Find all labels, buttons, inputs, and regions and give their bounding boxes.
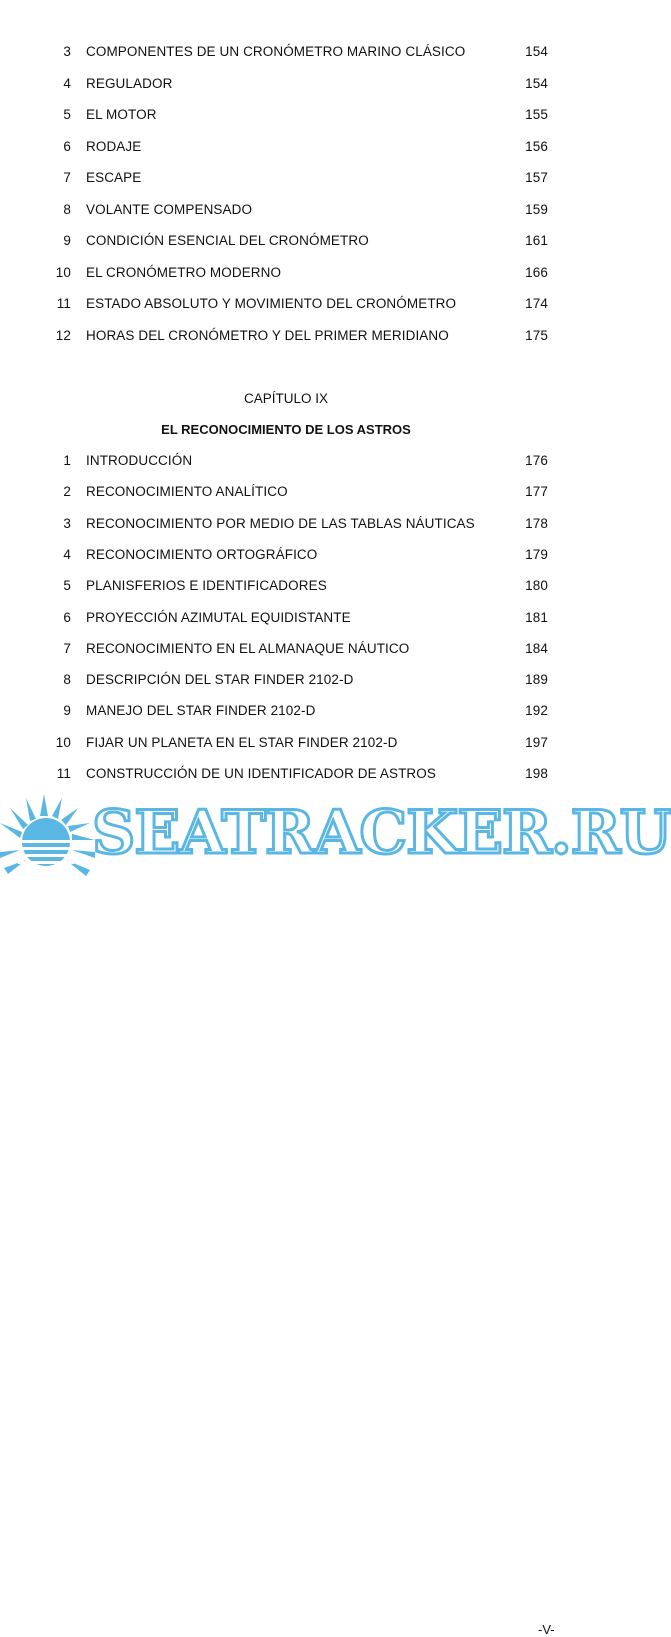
- toc-row-title: MANEJO DEL STAR FINDER 2102-D: [86, 703, 316, 719]
- toc-row-number: 6: [63, 609, 71, 625]
- toc-row: [0, 733, 600, 753]
- toc-row-title: RECONOCIMIENTO ANALÍTICO: [86, 484, 288, 500]
- toc-row-number: 4: [63, 75, 71, 91]
- toc-row-number: 7: [63, 640, 71, 656]
- toc-row-page: 180: [525, 578, 548, 594]
- toc-row: [0, 608, 600, 628]
- toc-row-title: RECONOCIMIENTO POR MEDIO DE LAS TABLAS NÁUTICAS: [86, 515, 475, 531]
- toc-row-title: FIJAR UN PLANETA EN EL STAR FINDER 2102-D: [86, 734, 398, 750]
- toc-row-page: 155: [525, 107, 548, 122]
- toc-row: [0, 701, 600, 721]
- toc-row-title: VOLANTE COMPENSADO: [86, 201, 253, 217]
- toc-row-number: 5: [63, 107, 71, 122]
- toc-row-title: RECONOCIMIENTO ORTOGRÁFICO: [86, 546, 318, 562]
- toc-row: [0, 231, 600, 251]
- toc-row-number: 10: [55, 264, 71, 280]
- toc-row: [0, 670, 600, 690]
- toc-row-page: 154: [525, 44, 548, 59]
- toc-row-number: 6: [63, 138, 71, 154]
- toc-row-page: 176: [525, 453, 548, 468]
- toc-row-number: 11: [56, 766, 71, 781]
- toc-row-number: 12: [55, 327, 71, 343]
- toc-row: [0, 639, 600, 659]
- toc-row: [0, 105, 600, 125]
- toc-row: [0, 576, 600, 596]
- toc-row-page: 184: [525, 640, 548, 656]
- chapter-title: EL RECONOCIMIENTO DE LOS ASTROS: [161, 422, 411, 437]
- toc-row: [0, 137, 600, 157]
- toc-row: [0, 200, 600, 220]
- toc-row-number: 5: [63, 578, 71, 594]
- toc-row: [0, 294, 600, 314]
- toc-row: [0, 74, 600, 94]
- toc-row-page: 192: [525, 703, 548, 719]
- chapter-label: CAPÍTULO IX: [243, 391, 329, 406]
- toc-row-number: 9: [63, 703, 71, 719]
- toc-row: [0, 42, 600, 62]
- toc-row-title: PLANISFERIOS E IDENTIFICADORES: [86, 578, 327, 594]
- toc-row-page: 161: [525, 233, 548, 248]
- toc-row-title: ESTADO ABSOLUTO Y MOVIMIENTO DEL CRONÓMETRO: [86, 296, 457, 311]
- toc-row-title: COMPONENTES DE UN CRONÓMETRO MARINO CLÁSICO: [86, 44, 466, 59]
- toc-row: [0, 451, 600, 471]
- toc-row: [0, 764, 600, 784]
- toc-row-title: RODAJE: [86, 138, 142, 154]
- toc-row: [0, 326, 600, 346]
- toc-row-title: CONSTRUCCIÓN DE UN IDENTIFICADOR DE ASTROS: [86, 766, 436, 781]
- toc-row-title: CONDICIÓN ESENCIAL DEL CRONÓMETRO: [86, 233, 369, 248]
- toc-row-title: DESCRIPCIÓN DEL STAR FINDER 2102-D: [86, 672, 354, 688]
- toc-row-number: 3: [63, 515, 71, 531]
- toc-row-title: INTRODUCCIÓN: [86, 453, 193, 468]
- toc-row-number: 10: [55, 734, 71, 750]
- toc-row-number: 8: [63, 201, 71, 217]
- toc-row-page: 181: [525, 609, 548, 625]
- toc-row-page: 159: [525, 201, 548, 217]
- toc-row-page: 154: [525, 75, 548, 91]
- toc-row-title: RECONOCIMIENTO EN EL ALMANAQUE NÁUTICO: [86, 640, 410, 656]
- toc-row-page: 157: [525, 170, 548, 185]
- toc-row-number: 1: [63, 453, 71, 468]
- toc-row-title: EL CRONÓMETRO MODERNO: [86, 264, 282, 280]
- toc-row-number: 2: [63, 484, 71, 500]
- toc-row-title: HORAS DEL CRONÓMETRO Y DEL PRIMER MERIDIANO: [86, 327, 449, 343]
- toc-row-number: 7: [63, 170, 71, 185]
- toc-row-title: REGULADOR: [86, 75, 173, 91]
- toc-row-page: 179: [525, 546, 548, 562]
- toc-row-number: 9: [63, 233, 71, 248]
- toc-row-number: 8: [63, 672, 71, 688]
- toc-row-number: 11: [56, 296, 71, 311]
- toc-row: [0, 514, 600, 534]
- toc-row-page: 198: [525, 766, 548, 781]
- toc-row-page: 166: [525, 264, 548, 280]
- toc-row-page: 189: [525, 672, 548, 688]
- toc-row-page: 197: [525, 734, 548, 750]
- toc-row-title: EL MOTOR: [86, 107, 157, 122]
- toc-row: [0, 545, 600, 565]
- toc-row-page: 177: [525, 484, 548, 500]
- toc-row-page: 175: [525, 327, 548, 343]
- toc-row: [0, 168, 600, 188]
- toc-row-title: ESCAPE: [86, 170, 142, 185]
- toc-row-page: 174: [525, 296, 548, 311]
- toc-row: [0, 482, 600, 502]
- toc-row-page: 178: [525, 515, 548, 531]
- toc-row-title: PROYECCIÓN AZIMUTAL EQUIDISTANTE: [86, 609, 351, 625]
- toc-row-number: 3: [63, 44, 71, 59]
- watermark-logo-text: SEATRACKER.RU: [92, 798, 671, 868]
- sunburst-logo-icon: [0, 790, 96, 879]
- toc-row-number: 4: [63, 546, 71, 562]
- toc-row-page: 156: [525, 138, 548, 154]
- toc-row: [0, 263, 600, 283]
- page-number-marker: -V-: [538, 1622, 555, 1637]
